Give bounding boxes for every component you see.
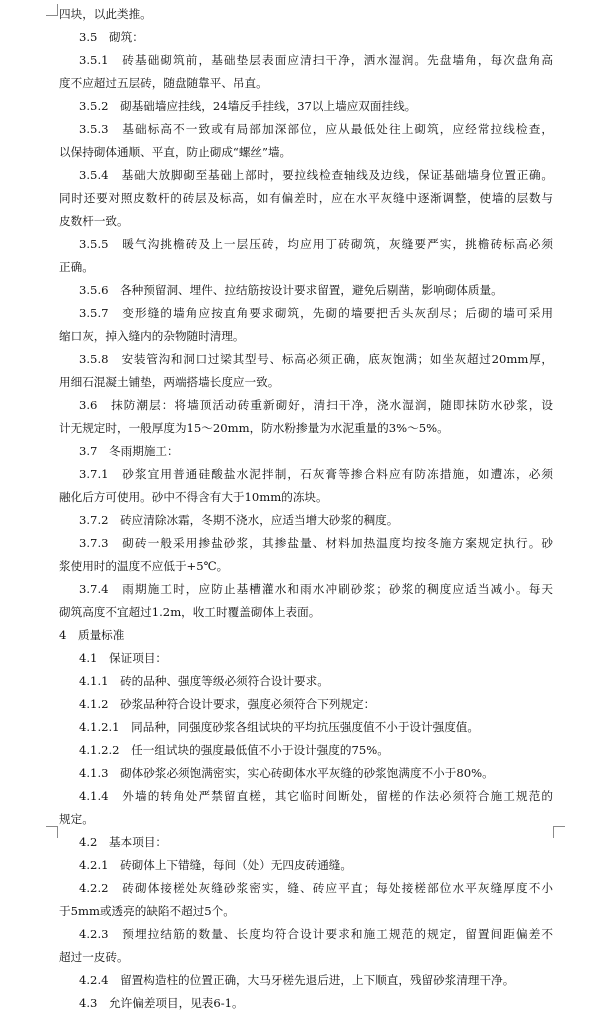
text-line: 4.2.1 砖砌体上下错缝，每间（处）无四皮砖通缝。 — [79, 858, 352, 872]
text-line: 计无规定时，一般厚度为15～20mm，防水粉掺量为水泥重量的3%～5%。 — [59, 421, 449, 435]
text-line: 4.1.3 砌体砂浆必须饱满密实，实心砖砌体水平灰缝的砂浆饱满度不小于80%。 — [79, 766, 494, 780]
text-line: 浆使用时的温度不应低于+5℃。 — [59, 559, 229, 573]
text-line: 4.2 基本项目： — [79, 835, 168, 849]
crop-mark-bottom-left — [46, 826, 58, 838]
text-line: 4.1.2.1 同品种，同强度砂浆各组试块的平均抗压强度值不小于设计强度值。 — [79, 720, 479, 734]
text-line: 4.2.3 预埋拉结筋的数量、长度均符合设计要求和施工规范的规定，留置间距偏差不 — [79, 927, 553, 941]
document-body — [59, 3, 553, 1015]
text-line: 四块，以此类推。 — [59, 7, 152, 21]
text-line: 3.7 冬雨期施工： — [79, 444, 179, 458]
text-line: 砌筑高度不宜超过1.2m，收工时覆盖砌体上表面。 — [59, 605, 321, 619]
text-line: 同时还要对照皮数杆的砖层及标高，如有偏差时，应在水平灰缝中逐渐调整，使墙的层数与 — [59, 191, 553, 205]
text-line: 3.7.1 砂浆宜用普通硅酸盐水泥拌制，石灰膏等掺合料应有防冻措施，如遭冻，必须 — [79, 467, 553, 481]
text-line: 缩口灰，掉入缝内的杂物随时清理。 — [59, 329, 245, 343]
text-line: 3.5.7 变形缝的墙角应按直角要求砌筑，先砌的墙要把舌头灰刮尽；后砌的墙可采用 — [79, 306, 553, 320]
text-line: 3.5.8 安装管沟和洞口过梁其型号、标高必须正确，底灰饱满；如坐灰超过20mm厚， — [79, 352, 553, 366]
text-line: 3.6 抹防潮层：将墙顶活动砖重新砌好，清扫干净，浇水湿润，随即抹防水砂浆，设 — [79, 398, 553, 412]
text-line: 用细石混凝土铺垫，两端搭墙长度应一致。 — [59, 375, 280, 389]
text-line: 3.5.2 砌基础墙应挂线，24墙反手挂线，37以上墙应双面挂线。 — [79, 99, 417, 113]
text-line: 3.5.5 暖气沟挑檐砖及上一层压砖，均应用丁砖砌筑，灰缝要严实，挑檐砖标高必须 — [79, 237, 553, 251]
text-line: 于5mm或透亮的缺陷不超过5个。 — [59, 904, 235, 918]
text-line: 规定。 — [59, 812, 94, 826]
text-line: 3.5.4 基础大放脚砌至基础上部时，要拉线检查轴线及边线，保证基础墙身位置正确。 — [79, 168, 553, 182]
text-line: 正确。 — [59, 260, 94, 274]
text-line: 超过一皮砖。 — [59, 950, 129, 964]
text-line: 4.3 允许偏差项目，见表6-1。 — [79, 996, 244, 1010]
text-line: 以保持砌体通顺、平直，防止砌成“螺丝”墙。 — [59, 145, 292, 159]
text-line: 3.5.6 各种预留洞、埋件、拉结筋按设计要求留置，避免后剔凿，影响砌体质量。 — [79, 283, 503, 297]
text-line: 4.1.1 砖的品种、强度等级必须符合设计要求。 — [79, 674, 329, 688]
text-line: 4.1 保证项目： — [79, 651, 168, 665]
text-line: 度不应超过五层砖，随盘随靠平、吊直。 — [59, 76, 268, 90]
text-line: 3.5.1 砖基础砌筑前，基础垫层表面应清扫干净，洒水湿润。先盘墙角，每次盘角高 — [79, 53, 553, 67]
text-line: 皮数杆一致。 — [59, 214, 129, 228]
crop-mark-bottom-right — [553, 826, 565, 838]
text-line: 3.7.4 雨期施工时，应防止基槽灌水和雨水冲刷砂浆；砂浆的稠度应适当减小。每天 — [79, 582, 553, 596]
text-line: 4.1.2.2 任一组试块的强度最低值不小于设计强度的75%。 — [79, 743, 389, 757]
text-line: 4.1.2 砂浆品种符合设计要求，强度必须符合下列规定： — [79, 697, 376, 711]
text-line: 融化后方可使用。砂中不得含有大于10mm的冻块。 — [59, 490, 328, 504]
text-line: 3.5.3 基础标高不一致或有局部加深部位，应从最低处往上砌筑，应经常拉线检查， — [79, 122, 553, 136]
text-line: 3.5 砌筑： — [79, 30, 144, 44]
text-line: 4.2.4 留置构造柱的位置正确，大马牙槎先退后进，上下顺直，残留砂浆清理干净。 — [79, 973, 515, 987]
text-line: 3.7.2 砖应清除冰霜，冬期不浇水，应适当增大砂浆的稠度。 — [79, 513, 399, 527]
text-line: 4.2.2 砖砌体接槎处灰缝砂浆密实，缝、砖应平直；每处接槎部位水平灰缝厚度不小 — [79, 881, 553, 895]
text-line: 4 质量标准 — [59, 628, 125, 642]
text-line: 3.7.3 砌砖一般采用掺盐砂浆，其掺盐量、材料加热温度均按冬施方案规定执行。砂 — [79, 536, 553, 550]
text-line: 4.1.4 外墙的转角处严禁留直槎，其它临时间断处，留槎的作法必须符合施工规范的 — [79, 789, 553, 803]
crop-mark-top-left — [46, 4, 58, 16]
